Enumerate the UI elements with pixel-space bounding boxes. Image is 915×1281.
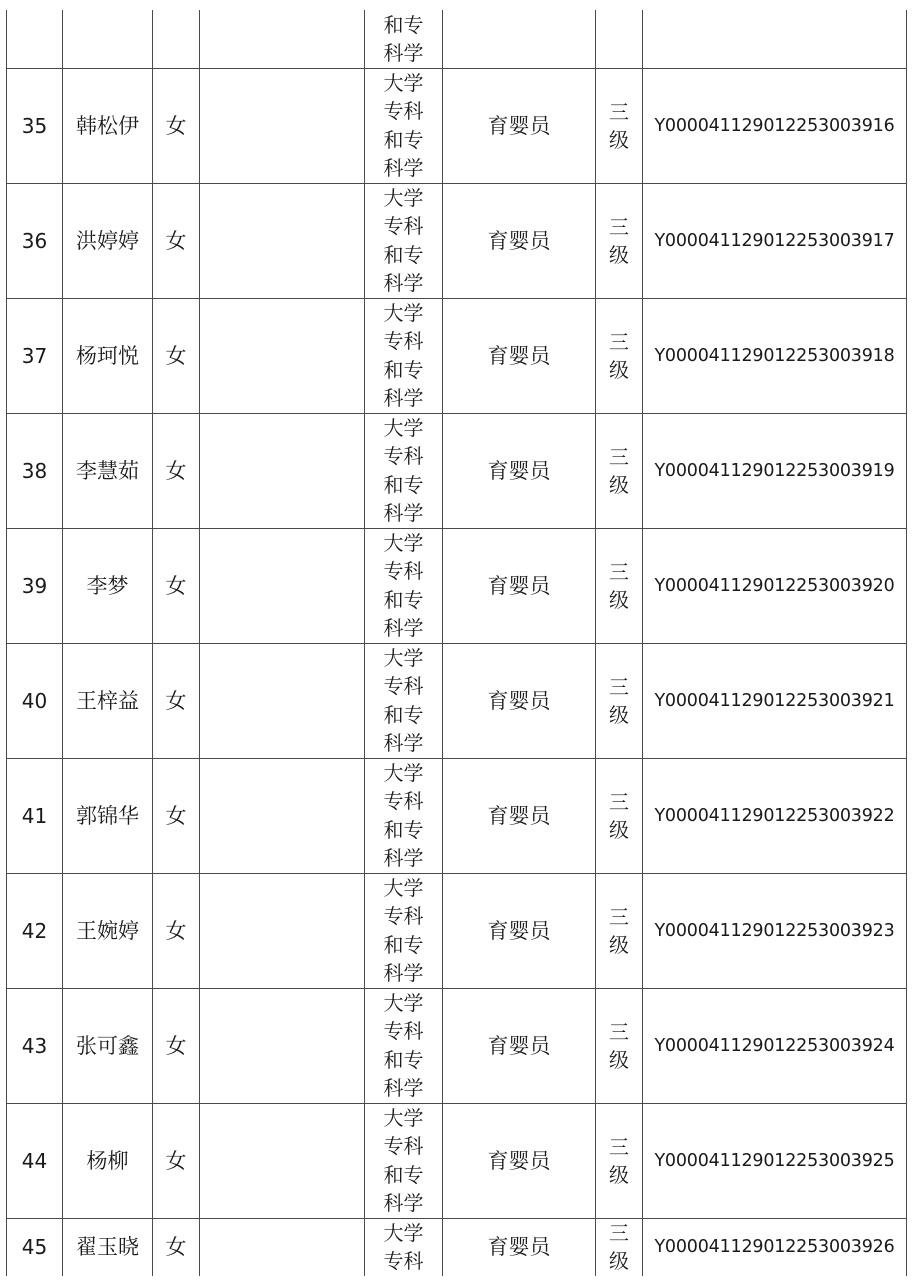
cert-cell: Y000041129012253003918 <box>643 298 907 413</box>
education-line: 大学 <box>383 645 424 670</box>
level-cell <box>596 1103 643 1218</box>
level-cell <box>596 873 643 988</box>
gender-cell: 女 <box>153 528 200 643</box>
level-line: 级 <box>609 932 629 957</box>
cert-cell: Y000041129012253003924 <box>643 988 907 1103</box>
occupation-cell: 育婴员 <box>443 1103 596 1218</box>
gender-cell: 女 <box>153 68 200 183</box>
occupation-cell <box>443 10 596 68</box>
level-cell <box>596 758 643 873</box>
level-line: 三 <box>609 674 629 699</box>
blank-cell <box>200 10 365 68</box>
table-row <box>7 1103 907 1218</box>
no-cell: 45 <box>7 1218 63 1276</box>
education-line: 和专 <box>383 12 424 37</box>
education-line: 科学 <box>383 1076 424 1100</box>
blank-cell <box>200 643 365 758</box>
blank-cell <box>200 873 365 988</box>
education-line: 专科 <box>383 99 424 123</box>
gender-cell: 女 <box>153 643 200 758</box>
occupation-cell: 育婴员 <box>443 413 596 528</box>
level-line: 三 <box>609 1134 629 1159</box>
cert-cell: Y000041129012253003916 <box>643 68 907 183</box>
cert-cell: Y000041129012253003922 <box>643 758 907 873</box>
level-line: 三 <box>609 789 629 814</box>
education-line: 专科 <box>383 444 424 468</box>
level-line: 级 <box>609 1162 629 1187</box>
no-cell: 40 <box>7 643 63 758</box>
no-cell: 41 <box>7 758 63 873</box>
education-line: 专科 <box>383 1249 424 1273</box>
level-cell <box>596 298 643 413</box>
level-cell <box>596 183 643 298</box>
occupation-cell: 育婴员 <box>443 298 596 413</box>
occupation-cell: 育婴员 <box>443 643 596 758</box>
education-line: 大学 <box>383 70 424 95</box>
education-line: 科学 <box>383 616 424 640</box>
education-line: 和专 <box>383 357 424 382</box>
education-cell <box>365 183 443 298</box>
education-line: 大学 <box>383 875 424 900</box>
education-line: 科学 <box>383 41 424 65</box>
blank-cell <box>200 413 365 528</box>
occupation-cell: 育婴员 <box>443 988 596 1103</box>
level-line: 三 <box>609 214 629 239</box>
education-cell <box>365 1103 443 1218</box>
name-cell: 李梦 <box>63 528 153 643</box>
level-line: 级 <box>609 357 629 382</box>
education-line: 专科 <box>383 214 424 238</box>
education-cell <box>365 10 443 68</box>
blank-cell <box>200 988 365 1103</box>
education-line: 科学 <box>383 846 424 870</box>
education-line: 专科 <box>383 789 424 813</box>
education-line: 大学 <box>383 1105 424 1130</box>
level-line: 三 <box>609 559 629 584</box>
gender-cell: 女 <box>153 413 200 528</box>
name-cell: 洪婷婷 <box>63 183 153 298</box>
table-row <box>7 643 907 758</box>
level-line: 三 <box>609 444 629 469</box>
no-cell: 39 <box>7 528 63 643</box>
level-cell <box>596 528 643 643</box>
education-line: 和专 <box>383 702 424 727</box>
level-line: 级 <box>609 817 629 842</box>
cert-cell: Y000041129012253003920 <box>643 528 907 643</box>
occupation-cell: 育婴员 <box>443 183 596 298</box>
table-row <box>7 758 907 873</box>
education-cell <box>365 528 443 643</box>
table-row <box>7 183 907 298</box>
education-line: 大学 <box>383 185 424 210</box>
cert-cell: Y000041129012253003921 <box>643 643 907 758</box>
education-cell <box>365 1218 443 1276</box>
occupation-cell: 育婴员 <box>443 528 596 643</box>
education-line: 和专 <box>383 127 424 152</box>
education-cell <box>365 413 443 528</box>
education-cell <box>365 298 443 413</box>
education-line: 和专 <box>383 932 424 957</box>
occupation-cell: 育婴员 <box>443 68 596 183</box>
education-line: 科学 <box>383 271 424 295</box>
education-line: 大学 <box>383 990 424 1015</box>
education-line: 和专 <box>383 1047 424 1072</box>
education-cell <box>365 758 443 873</box>
name-cell: 韩松伊 <box>63 68 153 183</box>
gender-cell: 女 <box>153 873 200 988</box>
name-cell: 郭锦华 <box>63 758 153 873</box>
name-cell: 张可鑫 <box>63 988 153 1103</box>
level-line: 三 <box>609 1221 629 1246</box>
cert-cell: Y000041129012253003923 <box>643 873 907 988</box>
cert-cell <box>643 10 907 68</box>
education-cell <box>365 643 443 758</box>
occupation-cell: 育婴员 <box>443 873 596 988</box>
level-line: 级 <box>609 127 629 152</box>
name-cell: 李慧茹 <box>63 413 153 528</box>
blank-cell <box>200 1103 365 1218</box>
level-cell <box>596 988 643 1103</box>
gender-cell: 女 <box>153 988 200 1103</box>
blank-cell <box>200 183 365 298</box>
education-line: 科学 <box>383 731 424 755</box>
gender-cell <box>153 10 200 68</box>
education-line: 和专 <box>383 242 424 267</box>
education-line: 科学 <box>383 156 424 180</box>
table-row <box>7 68 907 183</box>
gender-cell: 女 <box>153 298 200 413</box>
level-line: 级 <box>609 1047 629 1072</box>
gender-cell: 女 <box>153 183 200 298</box>
education-line: 和专 <box>383 472 424 497</box>
level-line: 级 <box>609 1249 629 1274</box>
name-cell: 杨珂悦 <box>63 298 153 413</box>
cert-cell: Y000041129012253003925 <box>643 1103 907 1218</box>
education-line: 大学 <box>383 300 424 325</box>
level-cell <box>596 1218 643 1276</box>
name-cell: 翟玉晓 <box>63 1218 153 1276</box>
no-cell: 43 <box>7 988 63 1103</box>
education-line: 专科 <box>383 329 424 353</box>
education-line: 大学 <box>383 415 424 440</box>
blank-cell <box>200 1218 365 1276</box>
education-cell <box>365 68 443 183</box>
education-cell <box>365 873 443 988</box>
gender-cell: 女 <box>153 758 200 873</box>
education-line: 专科 <box>383 904 424 928</box>
level-cell <box>596 68 643 183</box>
level-line: 三 <box>609 904 629 929</box>
education-line: 和专 <box>383 817 424 842</box>
name-cell: 杨柳 <box>63 1103 153 1218</box>
gender-cell: 女 <box>153 1218 200 1276</box>
cert-cell: Y000041129012253003919 <box>643 413 907 528</box>
no-cell: 44 <box>7 1103 63 1218</box>
education-line: 大学 <box>383 530 424 555</box>
level-cell <box>596 413 643 528</box>
no-cell: 42 <box>7 873 63 988</box>
level-line: 级 <box>609 587 629 612</box>
table-body <box>7 10 907 1276</box>
education-line: 专科 <box>383 559 424 583</box>
no-cell: 35 <box>7 68 63 183</box>
cert-cell: Y000041129012253003926 <box>643 1218 907 1276</box>
name-cell <box>63 10 153 68</box>
blank-cell <box>200 758 365 873</box>
education-line: 专科 <box>383 1019 424 1043</box>
occupation-cell: 育婴员 <box>443 1218 596 1276</box>
table-row <box>7 873 907 988</box>
table-row <box>7 988 907 1103</box>
cert-cell: Y000041129012253003917 <box>643 183 907 298</box>
level-line: 级 <box>609 702 629 727</box>
education-line: 大学 <box>383 760 424 785</box>
education-line: 科学 <box>383 1191 424 1215</box>
gender-cell: 女 <box>153 1103 200 1218</box>
level-line: 三 <box>609 99 629 124</box>
table-row-partial <box>7 10 907 68</box>
no-cell: 36 <box>7 183 63 298</box>
education-line: 和专 <box>383 1162 424 1187</box>
table-row <box>7 298 907 413</box>
blank-cell <box>200 528 365 643</box>
education-line: 专科 <box>383 1134 424 1158</box>
no-cell: 37 <box>7 298 63 413</box>
no-cell: 38 <box>7 413 63 528</box>
occupation-cell: 育婴员 <box>443 758 596 873</box>
table-row <box>7 1218 907 1276</box>
level-cell <box>596 10 643 68</box>
no-cell <box>7 10 63 68</box>
education-line: 和专 <box>383 587 424 612</box>
education-line: 专科 <box>383 674 424 698</box>
level-cell <box>596 643 643 758</box>
education-line: 科学 <box>383 386 424 410</box>
education-cell <box>365 988 443 1103</box>
level-line: 级 <box>609 242 629 267</box>
education-line: 大学 <box>383 1220 424 1245</box>
name-cell: 王婉婷 <box>63 873 153 988</box>
level-line: 三 <box>609 1019 629 1044</box>
education-line: 科学 <box>383 961 424 985</box>
table-row <box>7 413 907 528</box>
table-row <box>7 528 907 643</box>
name-cell: 王梓益 <box>63 643 153 758</box>
level-line: 三 <box>609 329 629 354</box>
blank-cell <box>200 68 365 183</box>
trainee-table <box>6 10 907 1276</box>
blank-cell <box>200 298 365 413</box>
education-line: 科学 <box>383 501 424 525</box>
level-line: 级 <box>609 472 629 497</box>
